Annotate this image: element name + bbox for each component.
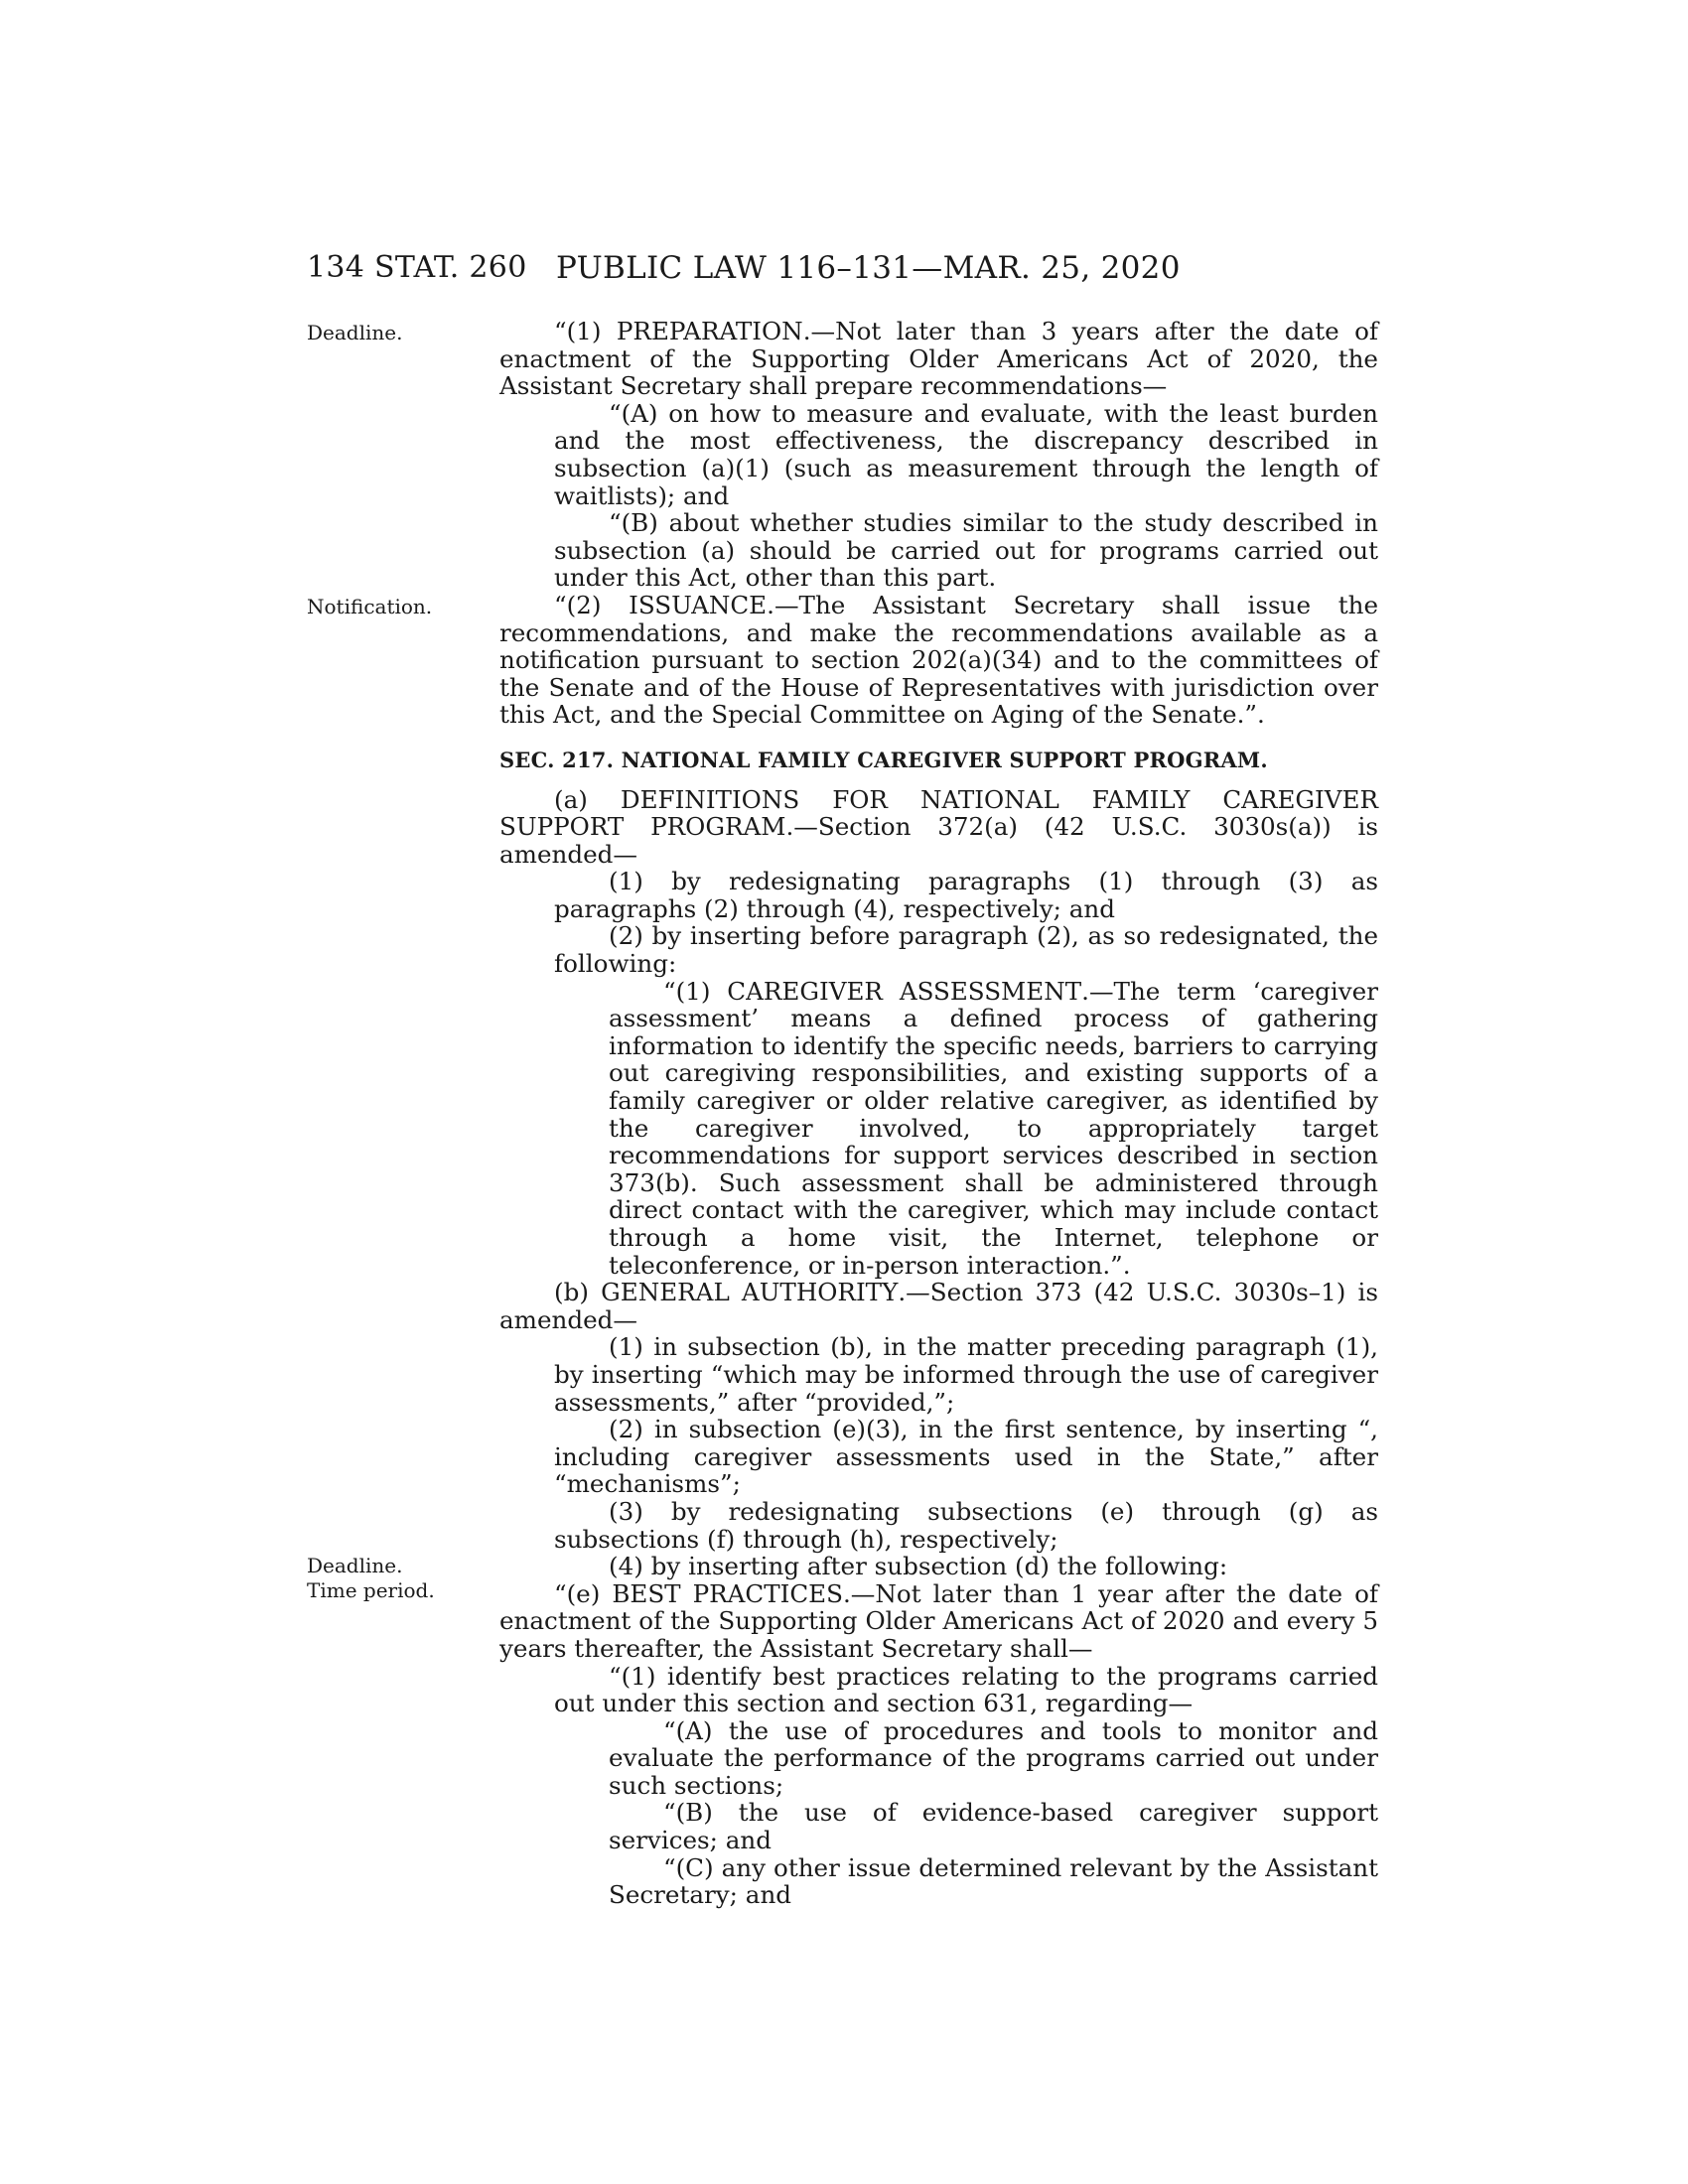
list-item: (2) in subsection (e)(3), in the first sentence, by inserting “, including caregiver assessments used in the State,” after “mechanisms”; [554, 1415, 1378, 1499]
paragraph-heading: ISSUANCE [629, 590, 768, 619]
margin-note-notification: Notification. [307, 595, 433, 618]
list-item: (1) by redesignating paragraphs (1) through (3) as paragraphs (2) through (4), respectively; and [554, 867, 1378, 923]
list-item: “(A) the use of procedures and tools to monitor and evaluate the performance of the programs carried out under such sections; [609, 1715, 1378, 1800]
paragraph-issuance: “(2) ISSUANCE.—The Assistant Secretary shall issue the recommendations, and make the recommendations available as a notification pursuant to section 202(a)(34) and to the committees of the Senate and of the House of Representatives with jurisdiction over this Act, and the Special Committee on Aging of the Senate.”. [499, 590, 1378, 730]
list-item: (3) by redesignating subsections (e) through (g) as subsections (f) through (h), respectively; [554, 1496, 1378, 1554]
list-item: “(B) the use of evidence-based caregiver support services; and [609, 1798, 1378, 1855]
paragraph-preparation: “(1) PREPARATION.—Not later than 3 years after the date of enactment of the Supporting Older Americans Act of 2020, the Assistant Secretary shall prepare recommendations— [499, 317, 1379, 401]
subsection-heading: BEST PRACTICES [612, 1578, 843, 1608]
list-item: (1) in subsection (b), in the matter preceding paragraph (1), by inserting “which may be informed through the use of caregiver assessments,” after “provided,”; [554, 1332, 1378, 1417]
list-item: “(1) identify best practices relating to the programs carried out under this section and section 631, regarding— [554, 1661, 1378, 1718]
paragraph-heading: PREPARATION [616, 317, 803, 345]
list-item: (4) by inserting after subsection (d) the following: [609, 1552, 1228, 1581]
running-head: PUBLIC LAW 116–131—MAR. 25, 2020 [556, 250, 1181, 286]
list-item: (2) by inserting before paragraph (2), as so redesignated, the following: [554, 921, 1378, 979]
subsection-heading: GENERAL AUTHORITY [601, 1278, 899, 1307]
statute-body [499, 318, 1378, 1909]
margin-note-deadline-2: Deadline. [307, 1554, 403, 1577]
margin-note-time-period: Time period. [307, 1578, 435, 1602]
subparagraph-a: “(A) on how to measure and evaluate, with the least burden and the most effectiveness, the discrepancy described in subsection (a)(1) (such as measurement through the length of waitlists); and [554, 398, 1378, 510]
subparagraph-b: “(B) about whether studies similar to the study described in subsection (a) should be carried out for programs carried out under this Act, other than this part. [554, 508, 1378, 593]
subsection-e-best-practices: “(e) BEST PRACTICES.—Not later than 1 year after the date of enactment of the Supporting Older Americans Act of 2020 and every 5 years thereafter, the Assistant Secretary shall— [499, 1578, 1378, 1663]
list-item: “(C) any other issue determined relevant by the Assistant Secretary; and [609, 1852, 1378, 1910]
subsection-b: (b) GENERAL AUTHORITY.—Section 373 (42 U.S.C. 3030s–1) is amended— [499, 1278, 1378, 1334]
section-heading: SEC. 217. NATIONAL FAMILY CAREGIVER SUPPORT PROGRAM. [499, 747, 1268, 772]
paragraph-heading: CAREGIVER ASSESSMENT [727, 976, 1082, 1006]
caregiver-assessment-definition: “(1) CAREGIVER ASSESSMENT.—The term ‘caregiver assessment’ means a defined process of gathering information to identify the specific needs, barriers to carrying out caregiving responsibilities, and existing supports of a family caregiver or older relative caregiver, as identified by the caregiver involved, to appropriately target recommendations for support services described in section 373(b). Such assessment shall be administered through direct contact with the caregiver, which may include contact through a home visit, the Internet, telephone or teleconference, or in-person interaction.”. [609, 976, 1378, 1280]
page-number: 134 STAT. 260 [307, 250, 527, 285]
subsection-heading: DEFINITIONS FOR NATIONAL FAMILY CAREGIVER SUPPORT PROGRAM [499, 784, 1378, 842]
margin-note-deadline: Deadline. [307, 321, 403, 344]
subsection-a: (a) DEFINITIONS FOR NATIONAL FAMILY CAREGIVER SUPPORT PROGRAM.—Section 372(a) (42 U.S.C. 3030s(a)) is amended— [499, 784, 1379, 869]
